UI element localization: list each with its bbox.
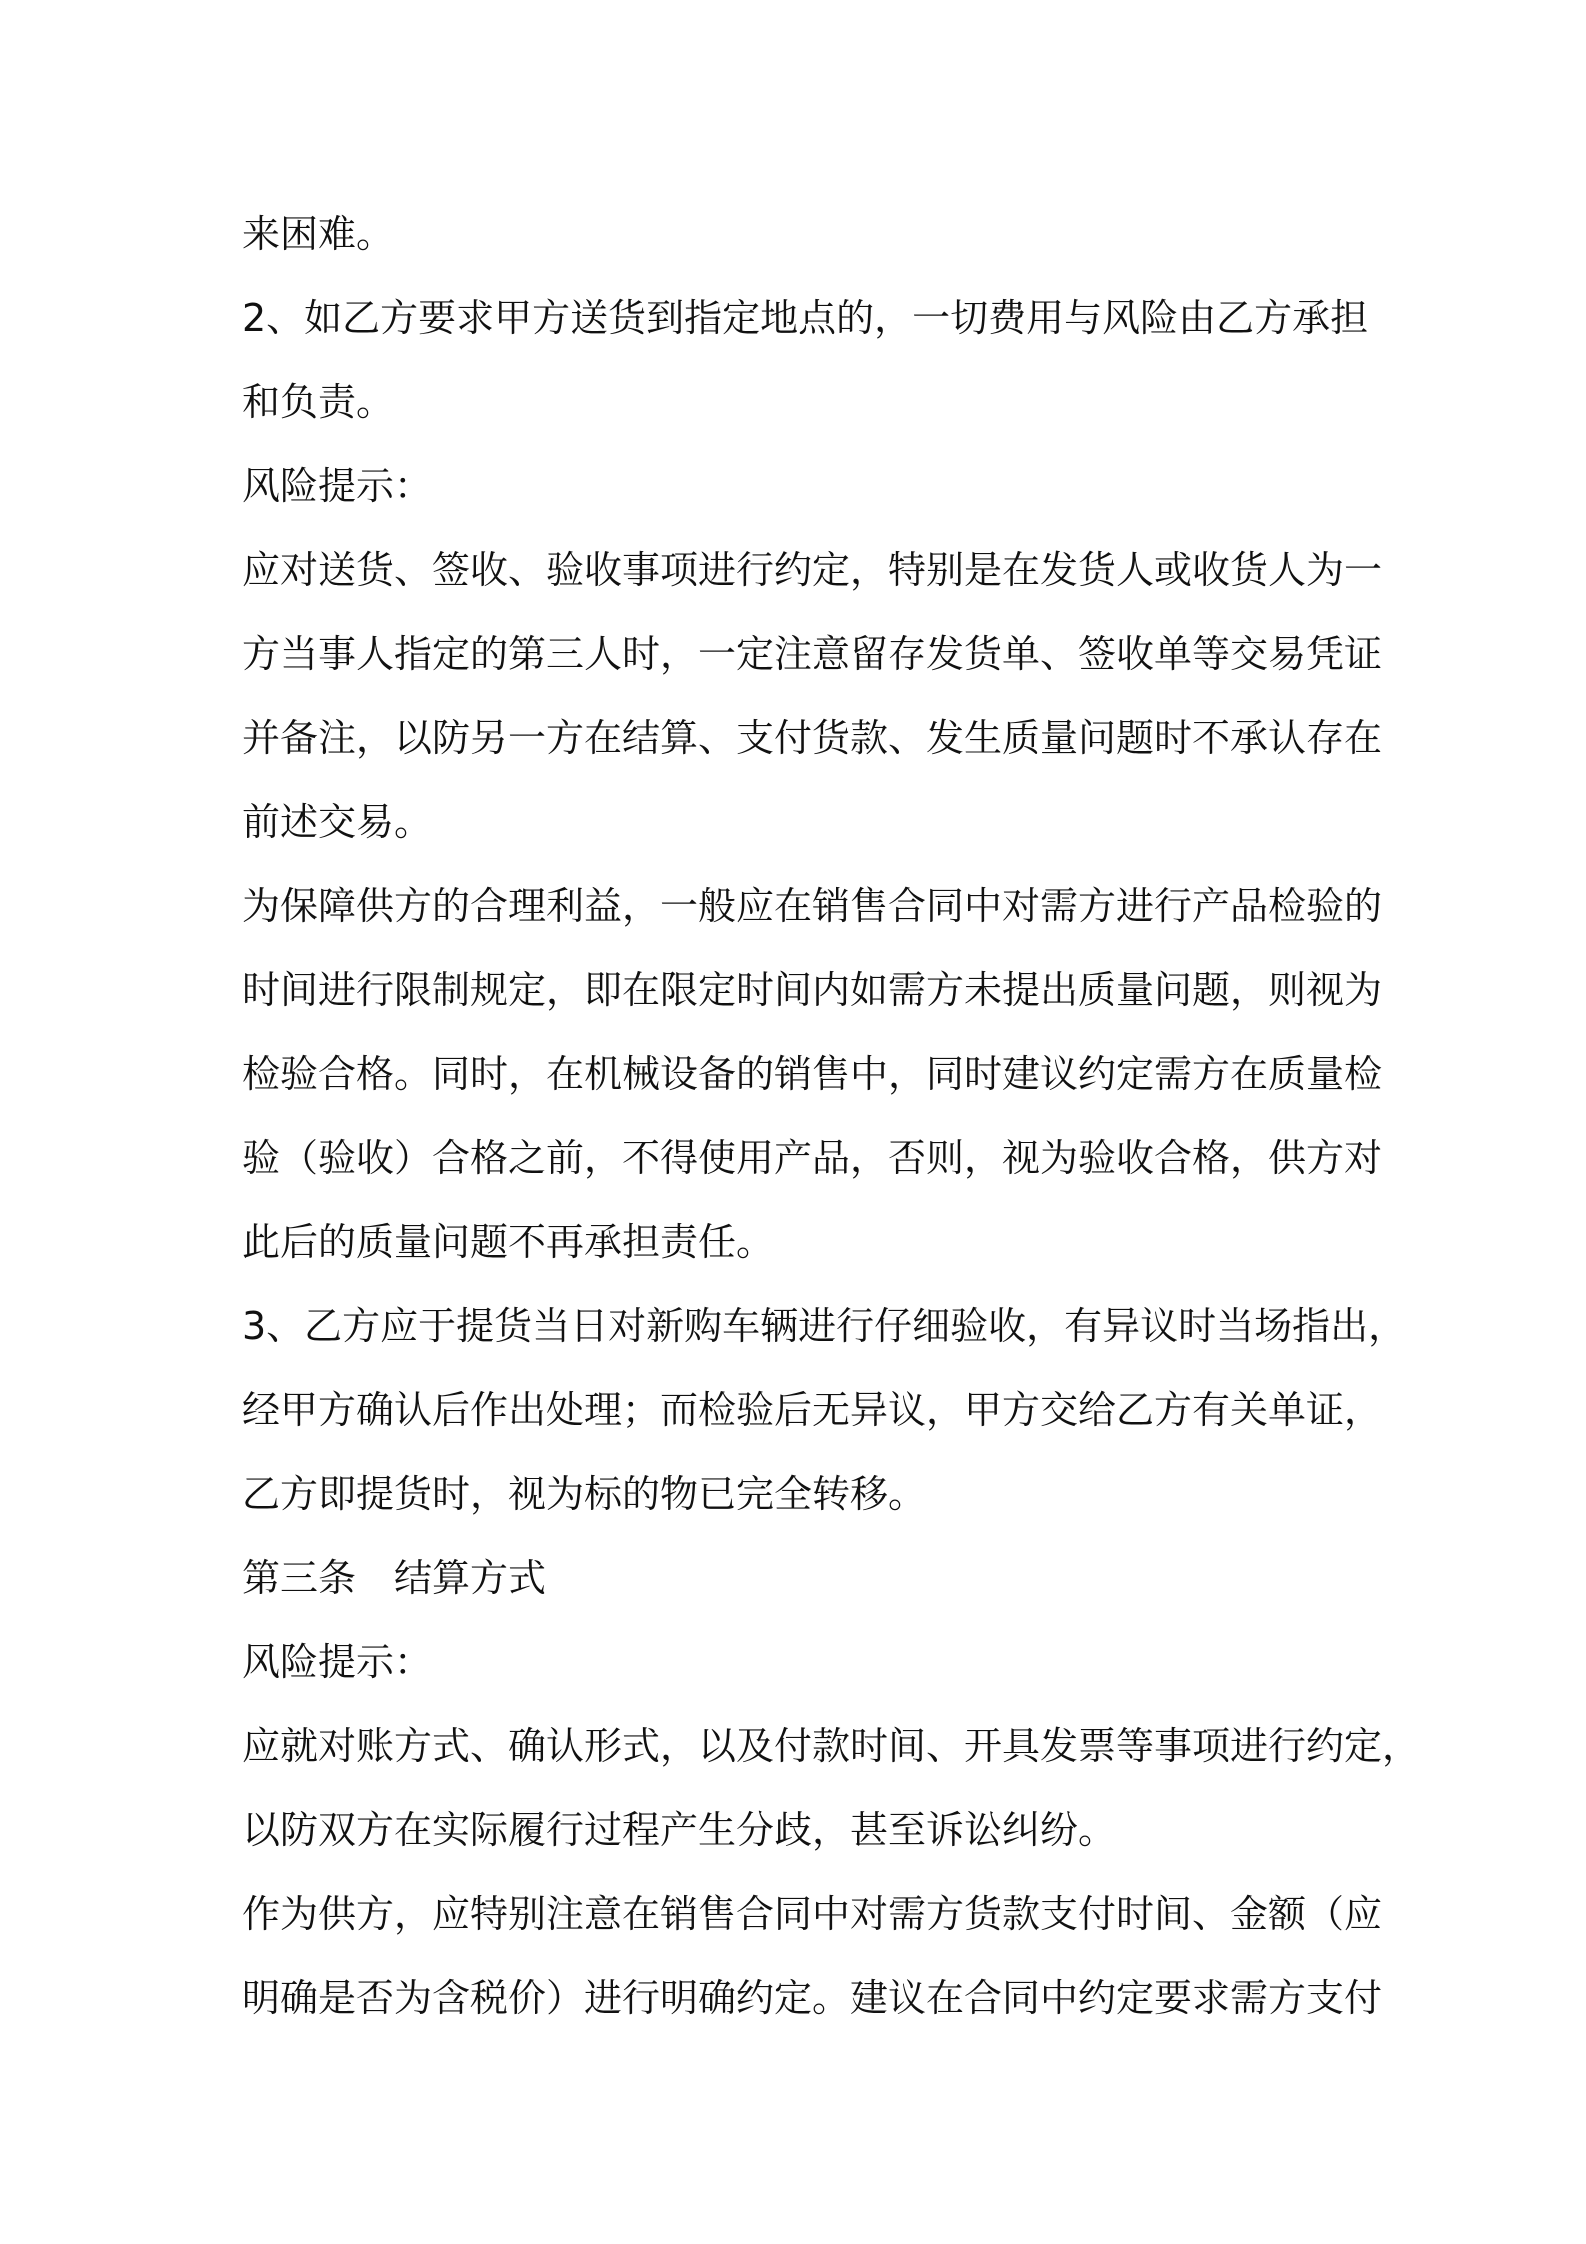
text-line: 经甲方确认后作出处理；而检验后无异议，甲方交给乙方有关单证， [242, 1388, 1383, 1432]
section-label: 风险提示： [242, 1640, 433, 1684]
section-heading: 第三条 结算方式 [242, 1556, 547, 1600]
text-line: 为保障供方的合理利益，一般应在销售合同中对需方进行产品检验的 [242, 884, 1383, 928]
text-line: 3、乙方应于提货当日对新购车辆进行仔细验收，有异议时当场指出， [242, 1304, 1407, 1348]
document-body [242, 192, 1421, 2040]
text-line: 作为供方，应特别注意在销售合同中对需方货款支付时间、金额（应 [242, 1892, 1383, 1936]
text-line: 应就对账方式、确认形式，以及付款时间、开具发票等事项进行约定， [242, 1724, 1421, 1768]
text-line: 明确是否为含税价）进行明确约定。建议在合同中约定要求需方支付 [242, 1976, 1383, 2020]
text-line: 方当事人指定的第三人时，一定注意留存发货单、签收单等交易凭证 [242, 632, 1383, 676]
section-label: 风险提示： [242, 464, 433, 508]
text-line: 和负责。 [242, 380, 395, 424]
text-line: 来困难。 [242, 212, 395, 256]
text-line: 验（验收）合格之前，不得使用产品，否则，视为验收合格，供方对 [242, 1136, 1383, 1180]
text-line: 时间进行限制规定，即在限定时间内如需方未提出质量问题，则视为 [242, 968, 1383, 1012]
text-line: 应对送货、签收、验收事项进行约定，特别是在发货人或收货人为一 [242, 548, 1383, 592]
text-line: 前述交易。 [242, 800, 433, 844]
text-line: 检验合格。同时，在机械设备的销售中，同时建议约定需方在质量检 [242, 1052, 1383, 1096]
text-line: 并备注，以防另一方在结算、支付货款、发生质量问题时不承认存在 [242, 716, 1383, 760]
text-line: 以防双方在实际履行过程产生分歧，甚至诉讼纠纷。 [242, 1808, 1117, 1852]
text-line: 乙方即提货时，视为标的物已完全转移。 [242, 1472, 927, 1516]
text-line: 2、如乙方要求甲方送货到指定地点的，一切费用与风险由乙方承担 [242, 296, 1369, 340]
text-line: 此后的质量问题不再承担责任。 [242, 1220, 775, 1264]
